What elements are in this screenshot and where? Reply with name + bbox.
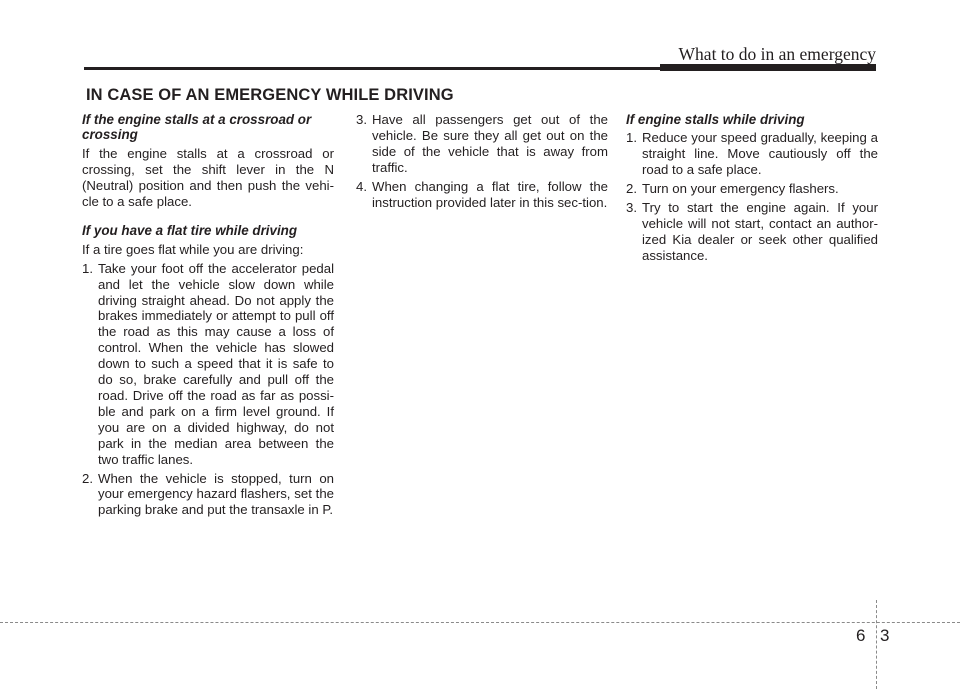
list-item-text: Have all passengers get out of the vehicle. Be sure they all get out on the side of the vehicle that is away from traffic. xyxy=(372,112,608,175)
list-item-number: 2. xyxy=(626,181,637,197)
list-item-number: 3. xyxy=(356,112,367,127)
page-number: 3 xyxy=(880,626,890,645)
list-item xyxy=(356,112,608,176)
section-title: IN CASE OF AN EMERGENCY WHILE DRIVING xyxy=(86,86,454,104)
list-item-text: When the vehicle is stopped, turn on your emergency hazard flashers, set the parking brake and put the transaxle in P. xyxy=(98,470,334,518)
column-2 xyxy=(356,112,608,213)
paragraph-flat-tire-intro: If a tire goes flat while you are driving: xyxy=(82,241,304,257)
list-item xyxy=(626,181,878,197)
list-item-number: 1. xyxy=(626,130,637,146)
column-3 xyxy=(626,112,878,267)
list-item-text: Turn on your emergency flashers. xyxy=(642,181,839,197)
subhead-engine-stalls-driving: If engine stalls while driving xyxy=(626,112,805,127)
list-item-text: Try to start the engine again. If your vehicle will not start, contact an author-ized Kia dealer or seek other qualified assistance. xyxy=(642,200,878,263)
list-item xyxy=(626,200,878,264)
footer-divider xyxy=(876,600,877,689)
list-item-text: Reduce your speed gradually, keeping a straight line. Move cautiously off the road to a safe place. xyxy=(642,130,878,178)
list-item-number: 2. xyxy=(82,470,93,486)
paragraph-crossroad: If the engine stalls at a crossroad or crossing, set the shift lever in the N (Neutral) position and then push the vehi-cle to a safe place. xyxy=(82,145,334,209)
footer-rule xyxy=(0,622,960,623)
list-item-text: When changing a flat tire, follow the instruction provided later in this sec-tion. xyxy=(372,178,608,210)
list-item-number: 4. xyxy=(356,178,367,194)
chapter-number: 6 xyxy=(856,626,866,645)
list-item-text: Take your foot off the accelerator pedal and let the vehicle slow down while driving straight ahead. Do not apply the brakes immediately or attempt to pull off the road as this may cause a loss of control. When the vehicle has slowed down to such a speed that it is safe to do so, brake carefully and pull off the road. Drive off the road as far as possi-ble and park on a firm level ground. If you are on a divided highway, do not park in the median area between the two traffic lanes. xyxy=(98,260,334,467)
subhead-flat-tire: If you have a flat tire while driving xyxy=(82,223,298,239)
list-item xyxy=(82,471,334,519)
list-item-number: 1. xyxy=(82,260,93,276)
list-item xyxy=(82,261,334,468)
header-title: What to do in an emergency xyxy=(678,44,876,64)
column-1 xyxy=(82,112,334,521)
list-item xyxy=(356,179,608,211)
subhead-engine-stalls-crossroad: If the engine stalls at a crossroad or crossing xyxy=(82,112,312,143)
header-tab xyxy=(660,64,876,71)
list-item-number: 3. xyxy=(626,200,637,216)
list-item xyxy=(626,130,878,178)
